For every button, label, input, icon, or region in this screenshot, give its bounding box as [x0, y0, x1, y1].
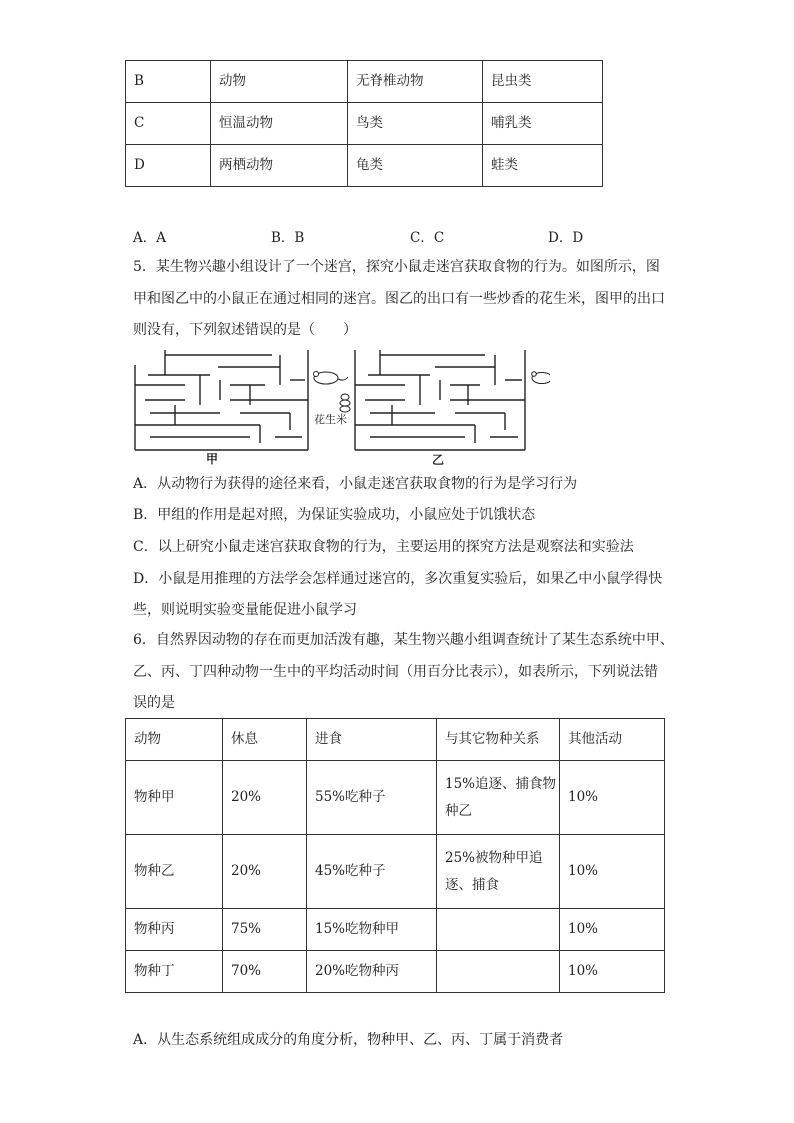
table-header-cell: 其他活动	[560, 719, 665, 761]
table-cell: 鸟类	[348, 103, 483, 145]
table-cell	[437, 835, 560, 909]
table-cell	[437, 909, 560, 951]
table-header-cell: 进食	[307, 719, 437, 761]
table-cell: 两栖动物	[211, 145, 348, 187]
table-cell: 蛙类	[483, 145, 603, 187]
cell-line: 15%追逐、捕食物	[445, 775, 557, 792]
table-cell: 15%吃物种甲	[307, 909, 437, 951]
q5-option-d[interactable]: D．小鼠是用推理的方法学会怎样通过迷宫的，多次重复实验后，如果乙中小鼠学得快	[133, 571, 663, 587]
table-cell: 55%吃种子	[307, 761, 437, 835]
q4-options	[133, 226, 693, 246]
table-cell: 物种乙	[126, 835, 223, 909]
table-cell: 20%	[223, 761, 307, 835]
table-cell: 10%	[560, 761, 665, 835]
table-row	[126, 909, 665, 951]
q6-stem-line-2: 乙、丙、丁四种动物一生中的平均活动时间（用百分比表示），如表所示，下列说法错	[133, 664, 658, 680]
table-header-cell: 与其它物种关系	[437, 719, 560, 761]
peanut-icon	[340, 394, 350, 412]
q6-stem-line-1: 6．自然界因动物的存在而更加活泼有趣，某生物兴趣小组调查统计了某生态系统中甲、	[133, 632, 674, 648]
maze-right	[355, 350, 525, 450]
figure-label-yi: 乙	[432, 453, 445, 467]
mouse-icon	[532, 372, 550, 384]
table-cell: 昆虫类	[483, 61, 603, 103]
table-cell: 10%	[560, 835, 665, 909]
table-header-cell: 动物	[126, 719, 223, 761]
q5-option-c[interactable]: C．以上研究小鼠走迷宫获取食物的行为，主要运用的探究方法是观察法和实验法	[133, 539, 634, 555]
activity-table-header	[126, 719, 665, 761]
food-label: 花生米	[314, 413, 347, 426]
table-cell: 物种丁	[126, 951, 223, 993]
table-row	[126, 761, 665, 835]
table-row	[126, 835, 665, 909]
figure-label-jia: 甲	[206, 452, 219, 466]
table-row	[126, 951, 665, 993]
maze-figure	[130, 345, 550, 470]
classification-table	[125, 60, 603, 187]
table-cell: B	[126, 61, 211, 103]
table-cell: 20%吃物种丙	[307, 951, 437, 993]
q6-option-a[interactable]: A．从生态系统组成成分的角度分析，物种甲、乙、丙、丁属于消费者	[133, 1032, 564, 1048]
table-cell: 20%	[223, 835, 307, 909]
q5-stem-line-1: 5．某生物兴趣小组设计了一个迷宫，探究小鼠走迷宫获取食物的行为。如图所示，图	[133, 259, 660, 275]
maze-left	[135, 350, 308, 450]
mouse-icon	[314, 372, 349, 385]
table-cell: 45%吃种子	[307, 835, 437, 909]
table-cell: 动物	[211, 61, 348, 103]
q4-option-d[interactable]: D．D	[548, 230, 584, 246]
table-cell: D	[126, 145, 211, 187]
q5-stem-line-2: 甲和图乙中的小鼠正在通过相同的迷宫。图乙的出口有一些炒香的花生米，图甲的出口	[133, 291, 665, 307]
table-row	[126, 61, 603, 103]
q4-option-c[interactable]: C．C	[410, 230, 445, 246]
table-cell: 70%	[223, 951, 307, 993]
q4-option-b[interactable]: B．B	[271, 230, 305, 246]
table-cell	[437, 761, 560, 835]
q6-stem-line-3: 误的是	[133, 695, 175, 711]
table-cell: 物种甲	[126, 761, 223, 835]
table-header-cell: 休息	[223, 719, 307, 761]
activity-table	[125, 718, 665, 993]
table-row	[126, 103, 603, 145]
table-cell	[437, 951, 560, 993]
table-cell: C	[126, 103, 211, 145]
table-cell: 恒温动物	[211, 103, 348, 145]
cell-line: 逐、捕食	[445, 876, 499, 893]
table-cell: 10%	[560, 909, 665, 951]
q5-option-d-cont: 些，则说明实验变量能促进小鼠学习	[133, 602, 357, 618]
q5-option-b[interactable]: B．甲组的作用是起对照，为保证实验成功，小鼠应处于饥饿状态	[133, 507, 536, 523]
table-cell: 哺乳类	[483, 103, 603, 145]
table-cell: 龟类	[348, 145, 483, 187]
cell-line: 25%被物种甲追	[445, 849, 543, 866]
q4-option-a[interactable]: A．A	[133, 230, 166, 246]
q5-option-a[interactable]: A．从动物行为获得的途径来看，小鼠走迷宫获取食物的行为是学习行为	[133, 476, 578, 492]
cell-line: 种乙	[445, 802, 472, 819]
table-cell: 10%	[560, 951, 665, 993]
q5-stem-line-3: 则没有，下列叙述错误的是（ ）	[133, 322, 357, 338]
table-cell: 75%	[223, 909, 307, 951]
table-cell: 物种丙	[126, 909, 223, 951]
table-cell: 无脊椎动物	[348, 61, 483, 103]
table-row	[126, 145, 603, 187]
